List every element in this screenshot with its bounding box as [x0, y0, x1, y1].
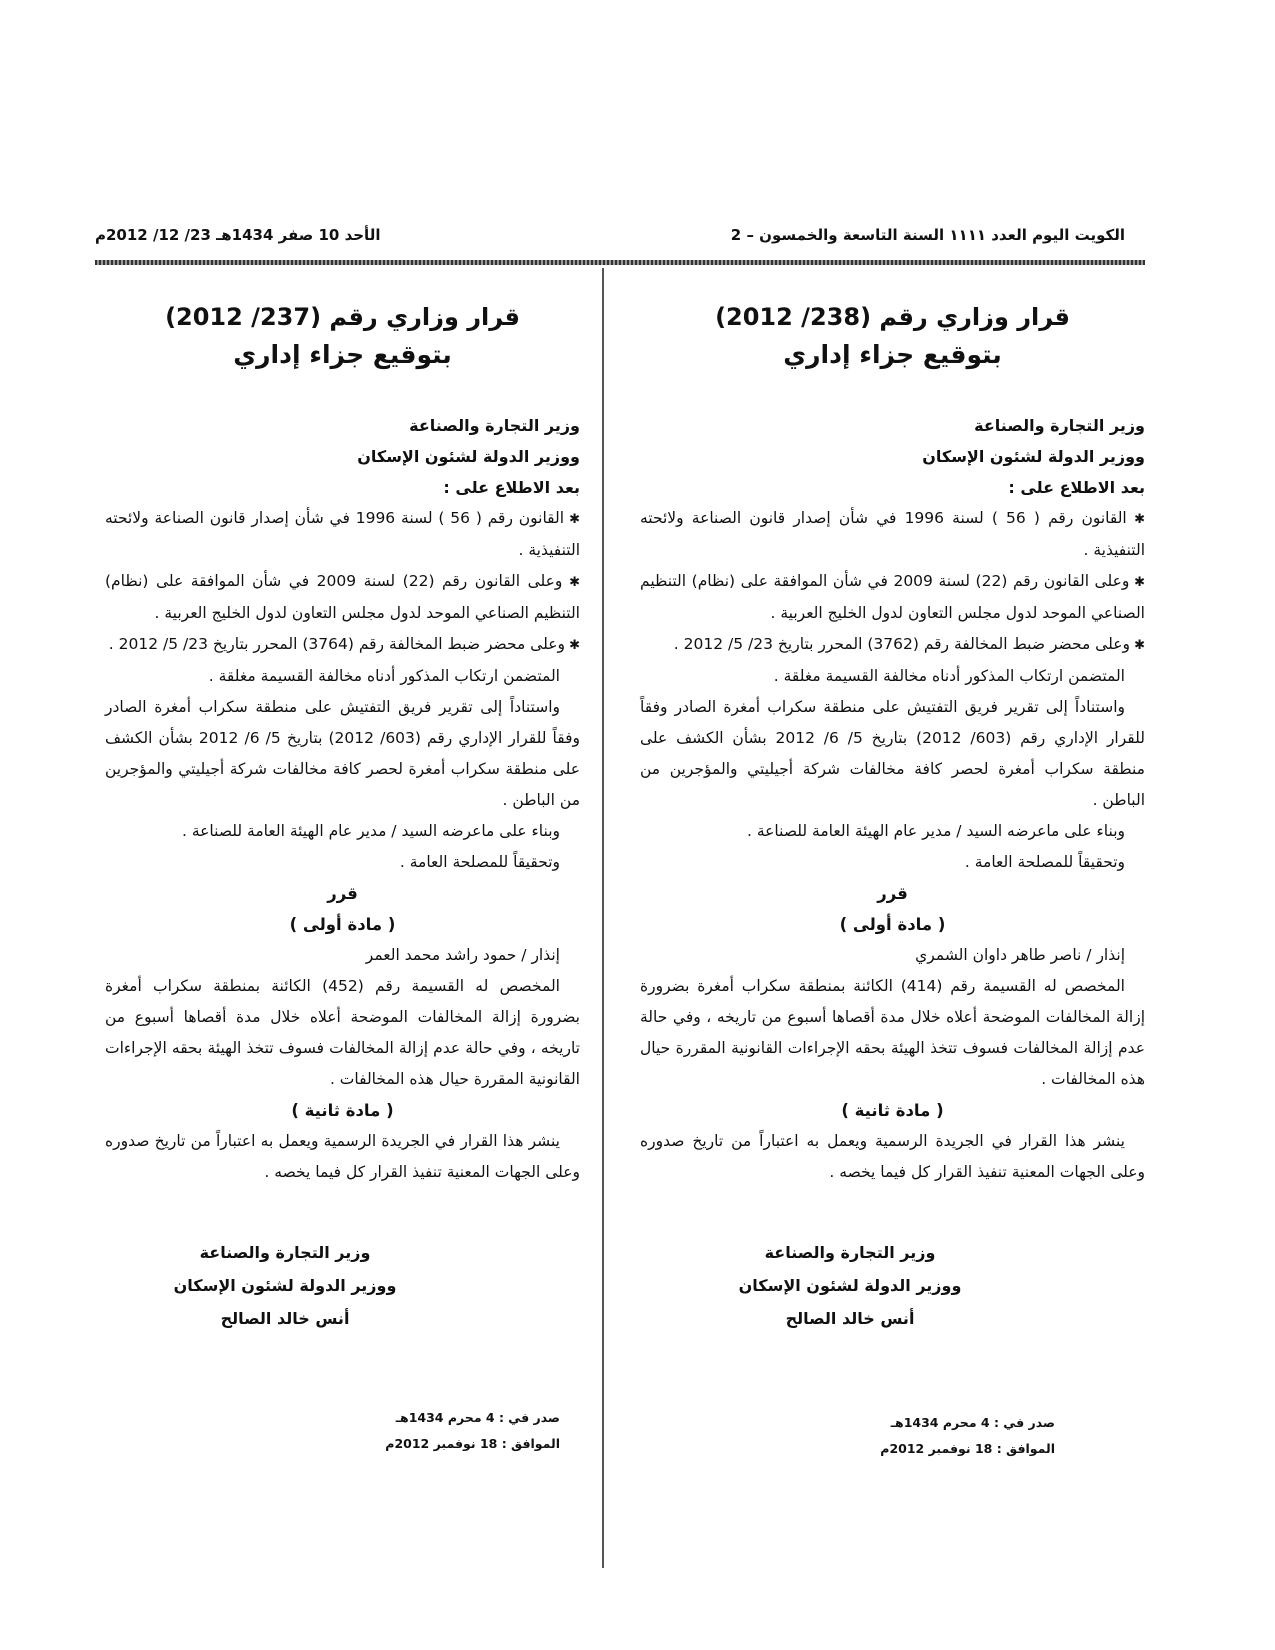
recital-paragraph: ✱ وعلى محضر ضبط المخالفة رقم (3762) المحرر بتاريخ 23/ 5/ 2012 . [640, 629, 1145, 661]
recital-paragraph: ✱ القانون رقم ( 56 ) لسنة 1996 في شأن إصدار قانون الصناعة ولائحته التنفيذية . [105, 503, 580, 566]
recital-paragraph: وبناء على ماعرضه السيد / مدير عام الهيئة العامة للصناعة . [182, 822, 560, 840]
header-rule [95, 260, 1145, 265]
preamble-line: وزير التجارة والصناعة [409, 416, 580, 435]
column-divider [602, 268, 604, 1568]
signature-line: أنس خالد الصالح [220, 1309, 350, 1328]
signature-line: ووزير الدولة لشئون الإسكان [738, 1276, 962, 1295]
recital-paragraph: واستناداً إلى تقرير فريق التفتيش على منطقة سكراب أمغرة الصادر وفقاً للقرار الإداري رقم (603/ 2012) بتاريخ 5/ 6/ 2012 بشأن الكشف على منطقة سكراب أمغرة لحصر كافة مخالفات شركة أجيليتي والمؤجرين من الباطن . [640, 698, 1145, 809]
signature-line: وزير التجارة والصناعة [199, 1243, 371, 1262]
recital-paragraph: وبناء على ماعرضه السيد / مدير عام الهيئة العامة للصناعة . [747, 822, 1125, 840]
decree-subtitle: بتوقيع جزاء إداري [783, 340, 1002, 369]
issued-gregorian: الموافق : 18 نوفمبر 2012م [880, 1441, 1055, 1456]
issued-gregorian: الموافق : 18 نوفمبر 2012م [385, 1436, 560, 1451]
signature-line: وزير التجارة والصناعة [764, 1243, 936, 1262]
preamble-line: ووزير الدولة لشئون الإسكان [357, 447, 580, 466]
decree-title: قرار وزاري رقم (237/ 2012) [165, 303, 520, 331]
article-1-text: المخصص له القسيمة رقم (452) الكائنة بمنطقة سكراب أمغرة بضرورة إزالة المخالفات الموضحة أعلاه خلال مدة أقصاها أسبوع من تاريخه ، وفي حالة عدم إزالة المخالفات فسوف تتخذ الهيئة بحقه الإجراءات القانونية المقررة حيال هذه المخالفات . [105, 977, 580, 1088]
decided-heading: قرر [327, 884, 358, 903]
recital-paragraph: المتضمن ارتكاب المذكور أدناه مخالفة القسيمة مغلقة . [208, 667, 560, 685]
preamble-line: بعد الاطلاع على : [443, 478, 580, 497]
issued-hijri: صدر في : 4 محرم 1434هـ [395, 1410, 560, 1425]
article-2-text: ينشر هذا القرار في الجريدة الرسمية ويعمل به اعتباراً من تاريخ صدوره وعلى الجهات المعنية تنفيذ القرار كل فيما يخصه . [640, 1132, 1145, 1181]
issued-date-block [385, 1405, 560, 1457]
recital-paragraph: واستناداً إلى تقرير فريق التفتيش على منطقة سكراب أمغرة الصادر وفقاً للقرار الإداري رقم (603/ 2012) بتاريخ 5/ 6/ 2012 بشأن الكشف على منطقة سكراب أمغرة لحصر كافة مخالفات شركة أجيليتي والمؤجرين من الباطن . [105, 698, 581, 809]
decree-subtitle: بتوقيع جزاء إداري [233, 340, 452, 369]
running-header-right: الكويت اليوم العدد ١١١١ السنة التاسعة والخمسون – 2 [730, 226, 1125, 244]
decree-238 [640, 298, 1145, 1335]
signature-line: أنس خالد الصالح [785, 1309, 915, 1328]
warning-line: إنذار / ناصر طاهر داوان الشمري [915, 946, 1125, 964]
article-1-text: المخصص له القسيمة رقم (414) الكائنة بمنطقة سكراب أمغرة بضرورة إزالة المخالفات الموضحة أعلاه خلال مدة أقصاها أسبوع من تاريخه ، وفي حالة عدم إزالة المخالفات فسوف تتخذ الهيئة بحقه الإجراءات القانونية المقررة حيال هذه المخالفات . [640, 977, 1145, 1088]
recital-paragraph: ✱ وعلى القانون رقم (22) لسنة 2009 في شأن الموافقة على (نظام) التنظيم الصناعي الموحد لدول مجلس التعاون لدول الخليج العربية . [640, 566, 1145, 629]
warning-line: إنذار / حمود راشد محمد العمر [365, 946, 560, 964]
recital-paragraph: ✱ وعلى محضر ضبط المخالفة رقم (3764) المحرر بتاريخ 23/ 5/ 2012 . [105, 629, 580, 661]
issued-hijri: صدر في : 4 محرم 1434هـ [890, 1415, 1055, 1430]
article-1-heading: ( مادة أولى ) [289, 915, 396, 934]
signature-block [105, 1236, 580, 1335]
decree-237 [105, 298, 580, 1335]
recital-paragraph: ✱ القانون رقم ( 56 ) لسنة 1996 في شأن إصدار قانون الصناعة ولائحته التنفيذية . [640, 503, 1145, 566]
preamble-line: وزير التجارة والصناعة [974, 416, 1145, 435]
recital-paragraph: وتحقيقاً للمصلحة العامة . [399, 853, 560, 871]
article-1-heading: ( مادة أولى ) [839, 915, 946, 934]
decree-title: قرار وزاري رقم (238/ 2012) [715, 303, 1070, 331]
signature-line: ووزير الدولة لشئون الإسكان [173, 1276, 397, 1295]
recital-paragraph: وتحقيقاً للمصلحة العامة . [964, 853, 1125, 871]
article-2-heading: ( مادة ثانية ) [841, 1101, 944, 1120]
issued-date-block [880, 1410, 1055, 1462]
recital-paragraph: ✱ وعلى القانون رقم (22) لسنة 2009 في شأن الموافقة على (نظام) التنظيم الصناعي الموحد لدول مجلس التعاون لدول الخليج العربية . [105, 566, 580, 629]
article-2-heading: ( مادة ثانية ) [291, 1101, 394, 1120]
decided-heading: قرر [877, 884, 908, 903]
preamble-line: ووزير الدولة لشئون الإسكان [922, 447, 1145, 466]
recital-paragraph: المتضمن ارتكاب المذكور أدناه مخالفة القسيمة مغلقة . [773, 667, 1125, 685]
preamble-line: بعد الاطلاع على : [1008, 478, 1145, 497]
article-2-text: ينشر هذا القرار في الجريدة الرسمية ويعمل به اعتباراً من تاريخ صدوره وعلى الجهات المعنية تنفيذ القرار كل فيما يخصه . [105, 1132, 580, 1181]
signature-block [640, 1236, 1145, 1335]
running-header-left: الأحد 10 صفر 1434هـ 23/ 12/ 2012م [95, 226, 381, 244]
